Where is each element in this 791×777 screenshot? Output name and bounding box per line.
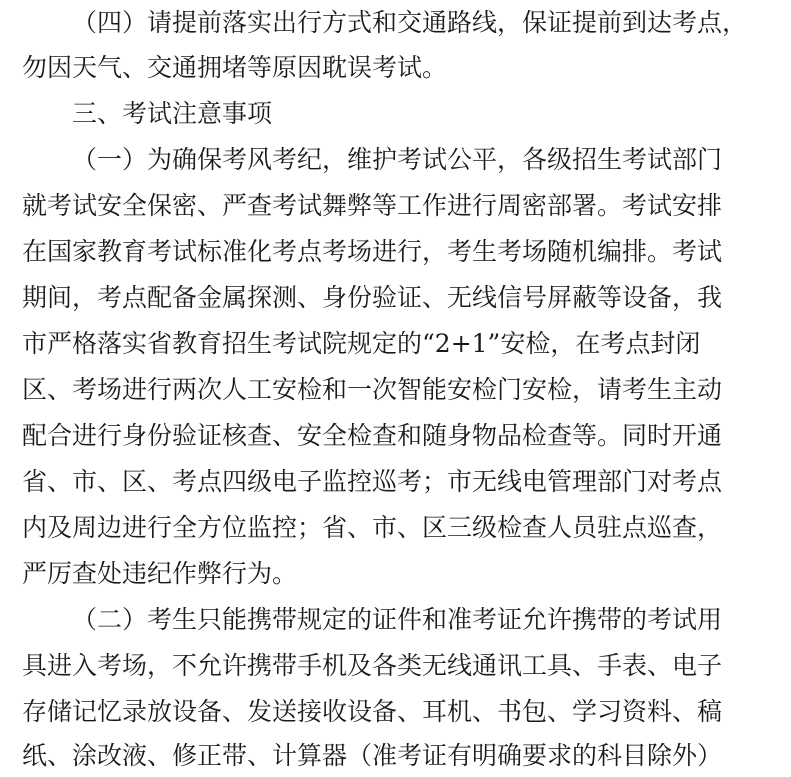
paragraph-line: 纸、涂改液、修正带、计算器（准考证有明确要求的科目除外）	[22, 741, 723, 770]
paragraph-line: 市严格落实省教育招生考试院规定的“2+1”安检，在考点封闭	[22, 329, 701, 358]
paragraph-line: 内及周边进行全方位监控；省、市、区三级检查人员驻点巡查，	[22, 513, 723, 542]
section-heading: 三、考试注意事项	[72, 99, 273, 128]
paragraph-line: 勿因天气、交通拥堵等原因耽误考试。	[22, 53, 448, 82]
paragraph-line: 具进入考场，不允许携带手机及各类无线通讯工具、手表、电子	[22, 651, 723, 680]
paragraph-line: 配合进行身份验证核查、安全检查和随身物品检查等。同时开通	[22, 421, 723, 450]
paragraph-line: 在国家教育考试标准化考点考场进行，考生考场随机编排。考试	[22, 237, 723, 266]
paragraph-line: 期间，考点配备金属探测、身份验证、无线信号屏蔽等设备，我	[22, 283, 723, 312]
paragraph-line: （二）考生只能携带规定的证件和准考证允许携带的考试用	[72, 605, 723, 634]
paragraph-line: 省、市、区、考点四级电子监控巡考；市无线电管理部门对考点	[22, 467, 723, 496]
paragraph-line: 存储记忆录放设备、发送接收设备、耳机、书包、学习资料、稿	[22, 697, 723, 726]
paragraph-line: （四）请提前落实出行方式和交通路线，保证提前到达考点，	[72, 8, 748, 37]
paragraph-line: 就考试安全保密、严查考试舞弊等工作进行周密部署。考试安排	[22, 191, 723, 220]
paragraph-line: 严厉查处违纪作弊行为。	[22, 559, 298, 588]
paragraph-line: 区、考场进行两次人工安检和一次智能安检门安检，请考生主动	[22, 375, 723, 404]
paragraph-line: （一）为确保考风考纪，维护考试公平，各级招生考试部门	[72, 145, 723, 174]
